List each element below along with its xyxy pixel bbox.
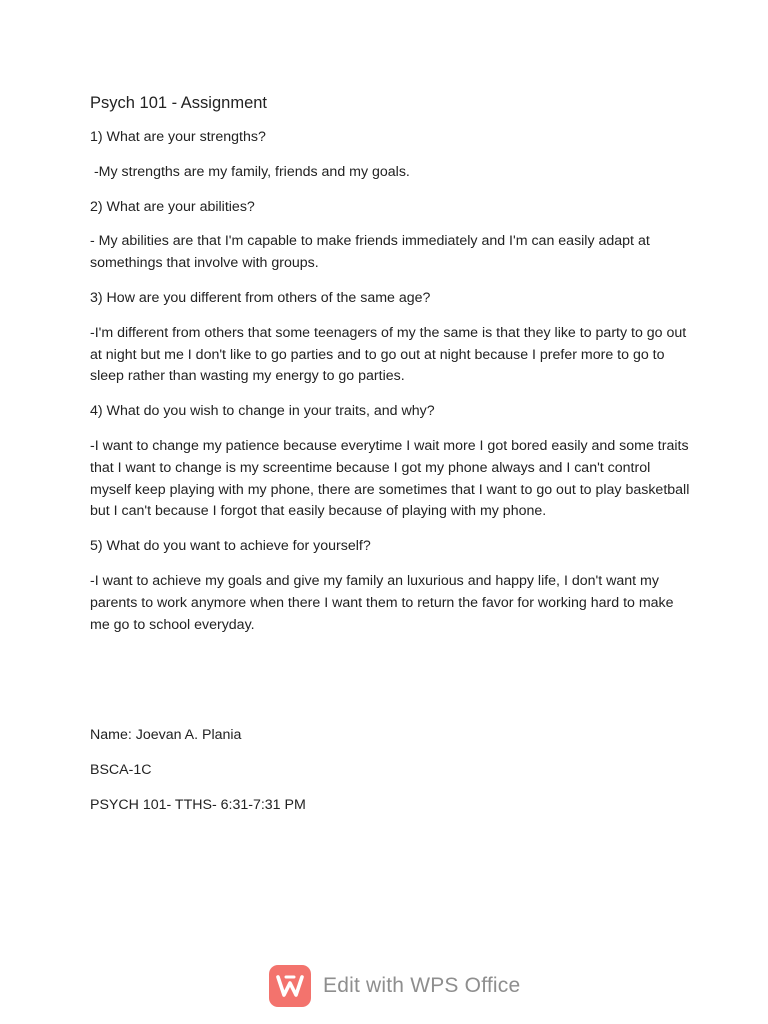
question-4: 4) What do you wish to change in your traits, and why? — [90, 403, 435, 420]
question-3: 3) How are you different from others of the same age? — [90, 289, 431, 306]
answer-2: - My abilities are that I'm capable to make friends immediately and I'm can easily adapt at somethings that involve with groups. — [90, 233, 650, 272]
answer-1: -My strengths are my family, friends and my goals. — [90, 163, 410, 180]
document-body — [90, 92, 690, 830]
wps-watermark[interactable] — [269, 964, 520, 1008]
student-section: BSCA-1C — [90, 762, 152, 779]
wps-logo-icon — [269, 965, 311, 1007]
question-1: 1) What are your strengths? — [90, 129, 266, 145]
wps-watermark-text: Edit with WPS Office — [323, 974, 521, 997]
answer-4: -I want to change my patience because everytime I wait more I got bored easily and some traits that I want to change is my screentime because I got my phone always and I can't control myself keep playing with my phone, there are sometimes that I want to go out to play basketball but I can't because I forgot that easily because of playing with my phone. — [90, 437, 690, 520]
question-2: 2) What are your abilities? — [90, 198, 255, 215]
student-name: Name: Joevan A. Plania — [90, 727, 242, 744]
class-schedule: PSYCH 101- TTHS- 6:31-7:31 PM — [90, 796, 306, 813]
answer-3: -I'm different from others that some teenagers of my the same is that they like to party to go out at night but me I don't like to go parties and to go out at night because I prefer more to go to sleep rather than wasting my energy to go parties. — [90, 324, 687, 385]
document-title: Psych 101 - Assignment — [90, 94, 268, 112]
blank-space — [90, 649, 690, 725]
answer-5: -I want to achieve my goals and give my family an luxurious and happy life, I don't want my parents to work anymore when there I want them to return the favor for working hard to make me go to school everyday. — [90, 572, 674, 633]
question-5: 5) What do you want to achieve for yourself? — [90, 538, 371, 555]
